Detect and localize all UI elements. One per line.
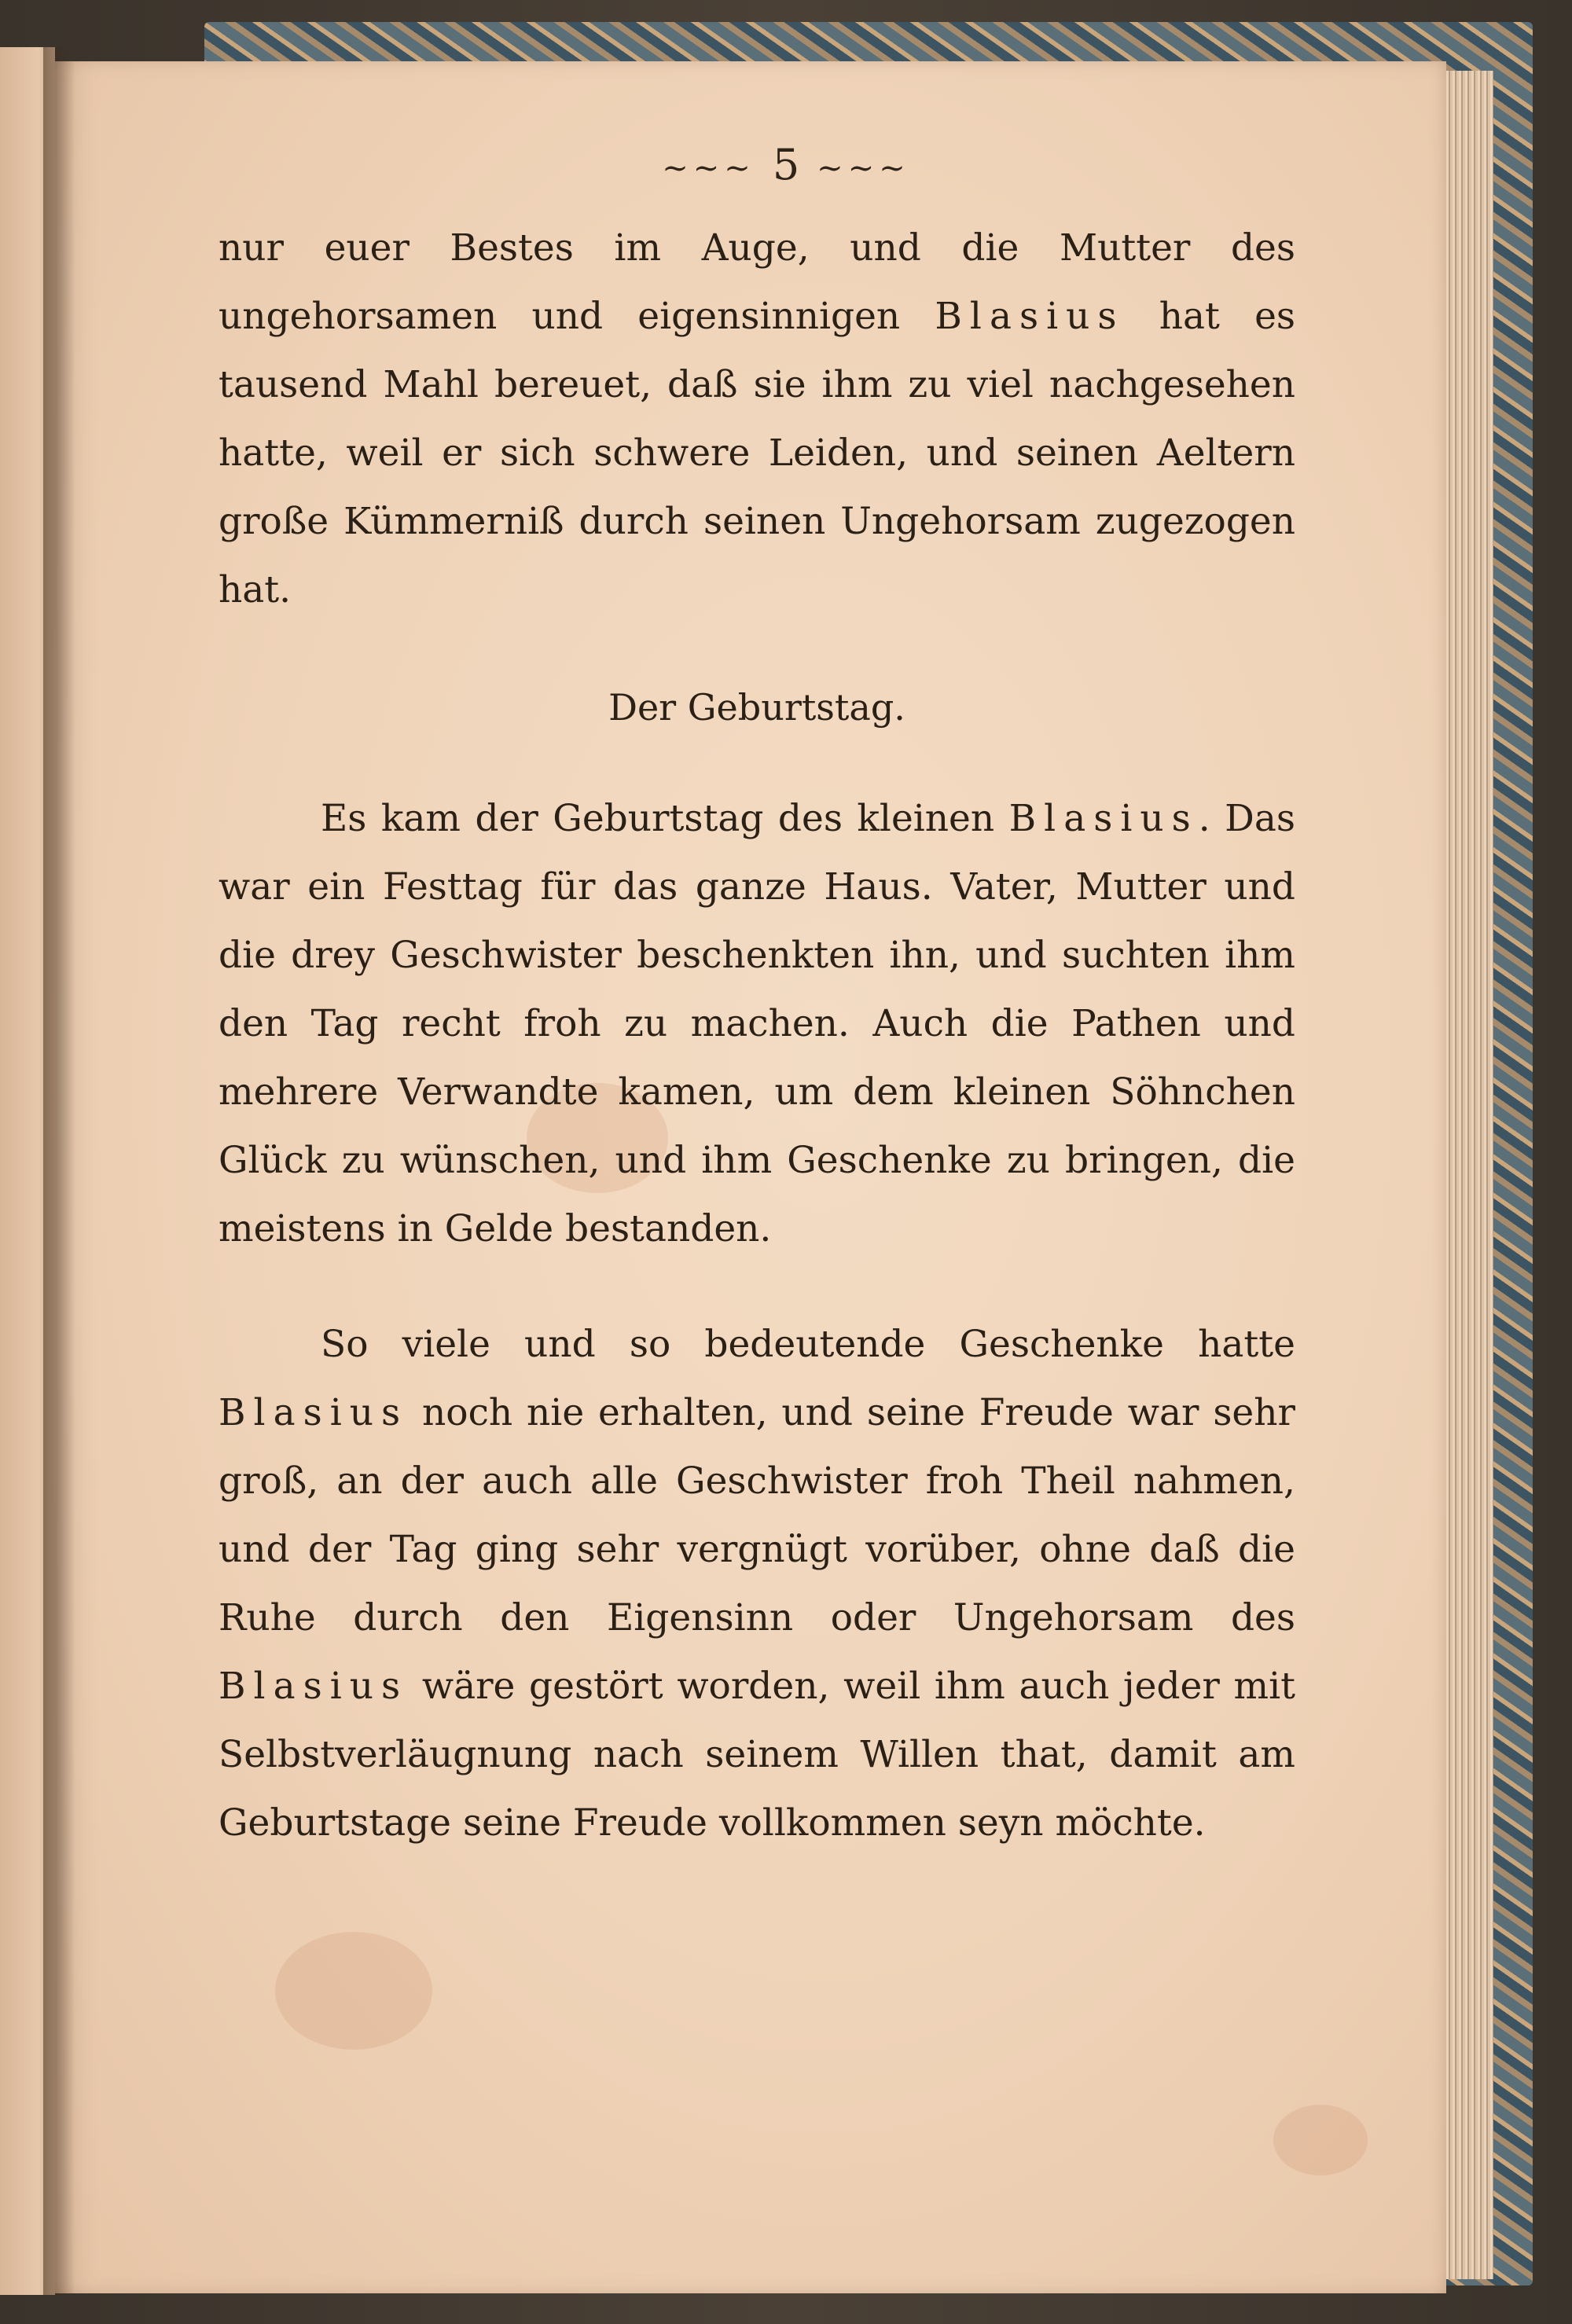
name-spaced: Blasius [1008,797,1199,840]
text-run: Es kam der Geburtstag des kleinen [321,797,1009,840]
ornament-left: ~~~ [662,150,755,186]
text-run: nur euer Bestes im Auge, und die Mutter des ungehorsamen und eigensinnigen [219,226,1295,338]
name-spaced: Blasius [219,1391,409,1434]
section-heading: Der Geburtstag. [608,686,905,729]
text-run: noch nie erhalten, und seine Freude war sehr groß, an der auch alle Geschwister froh Theil nahmen, und der Tag ging sehr vergnügt vorüber, ohne daß die Ruhe durch den Eigensinn oder Ungehorsam des [219,1391,1295,1639]
paragraph [219,784,1295,1263]
paragraph [219,1310,1295,1857]
paragraph-continuation [219,214,1295,624]
text-run: So viele und so bedeutende Geschenke hatte [321,1323,1295,1366]
page-stack-edges [1446,71,1493,2279]
ornament-right: ~~~ [817,150,910,186]
page-text [219,214,1295,1857]
paper-stain [275,1932,432,2050]
text-run: hat es tausend Mahl bereuet, daß sie ihm zu viel nachgesehen hatte, weil er sich schwere Leiden, und seinen Aeltern große Kümmerniß durch seinen Ungehorsam zugezogen hat. [219,295,1296,611]
text-run: wäre gestört worden, weil ihm auch jeder mit Selbstverläugnung nach seinem Willen that, damit am Geburtstage seine Freude vollkommen seyn möchte. [219,1665,1295,1845]
text-run: . Das war ein Festtag für das ganze Haus. Vater, Mutter und die drey Geschwister beschenkten ihn, und suchten ihm den Tag recht froh zu machen. Auch die Pathen und mehrere Verwandte kamen, um dem kleinen Söhnchen Glück zu wünschen, und ihm Geschenke zu bringen, die meistens in Gelde bestanden. [219,797,1295,1250]
name-spaced: Blasius [219,1665,409,1708]
page-number [0,140,1572,189]
name-spaced: Blasius [935,295,1125,338]
page-number-value: 5 [772,140,800,189]
spine-shadow [43,47,75,2295]
paper-stain [1273,2105,1368,2175]
